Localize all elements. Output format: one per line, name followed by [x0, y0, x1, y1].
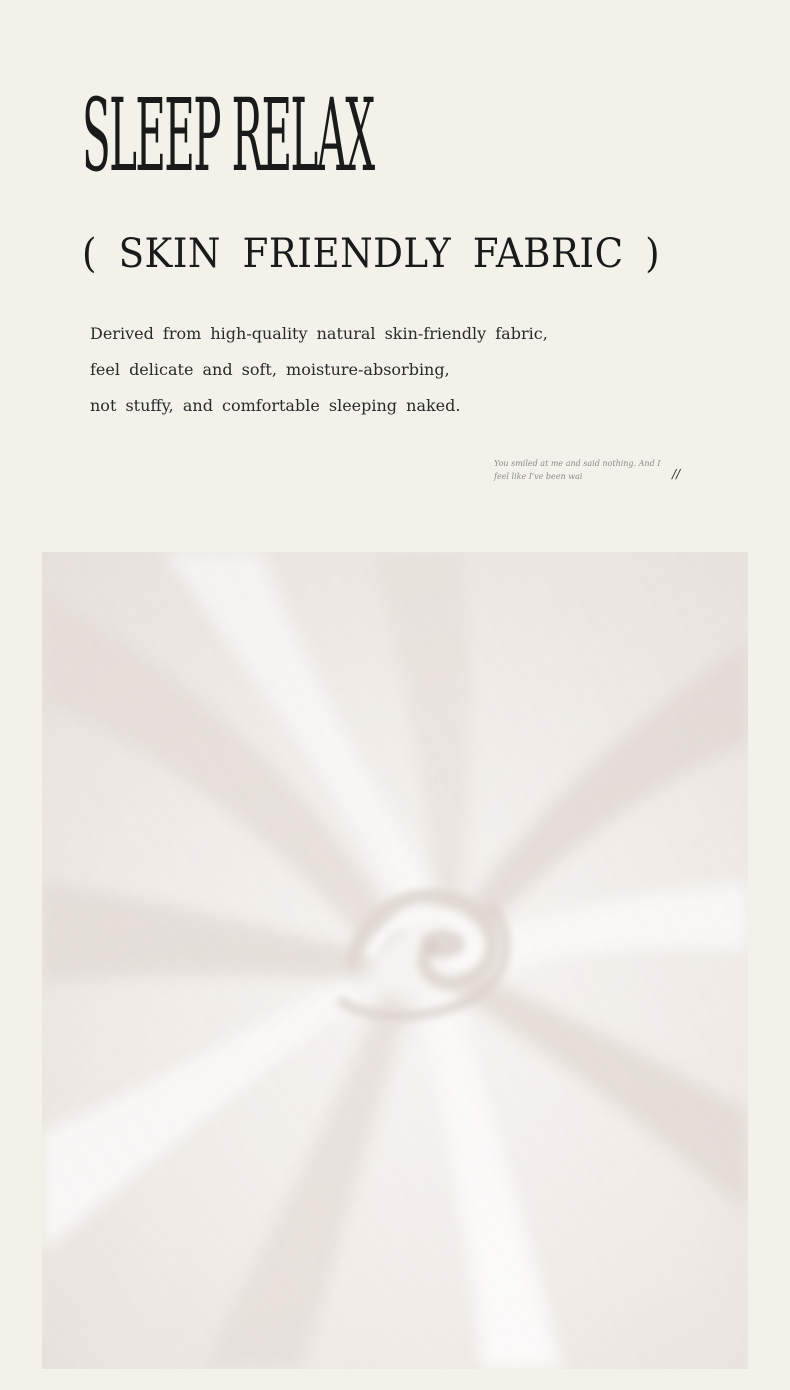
subtitle: ( SKIN FRIENDLY FABRIC ) — [82, 231, 661, 277]
description-line-1: Derived from high-quality natural skin-friendly fabric, — [90, 324, 548, 343]
fabric-photo — [42, 552, 748, 1369]
description-line-2: feel delicate and soft, moisture-absorbing, — [90, 360, 450, 379]
quote-line-2: feel like I've been wai — [494, 472, 583, 481]
description — [90, 316, 548, 424]
quote-line-1: You smiled at me and said nothing. And I — [494, 459, 661, 468]
description-line-3: not stuffy, and comfortable sleeping naked. — [90, 396, 461, 415]
quote-mark: // — [672, 467, 681, 481]
quote — [494, 457, 661, 483]
headline: SLEEP RELAX — [82, 77, 374, 194]
